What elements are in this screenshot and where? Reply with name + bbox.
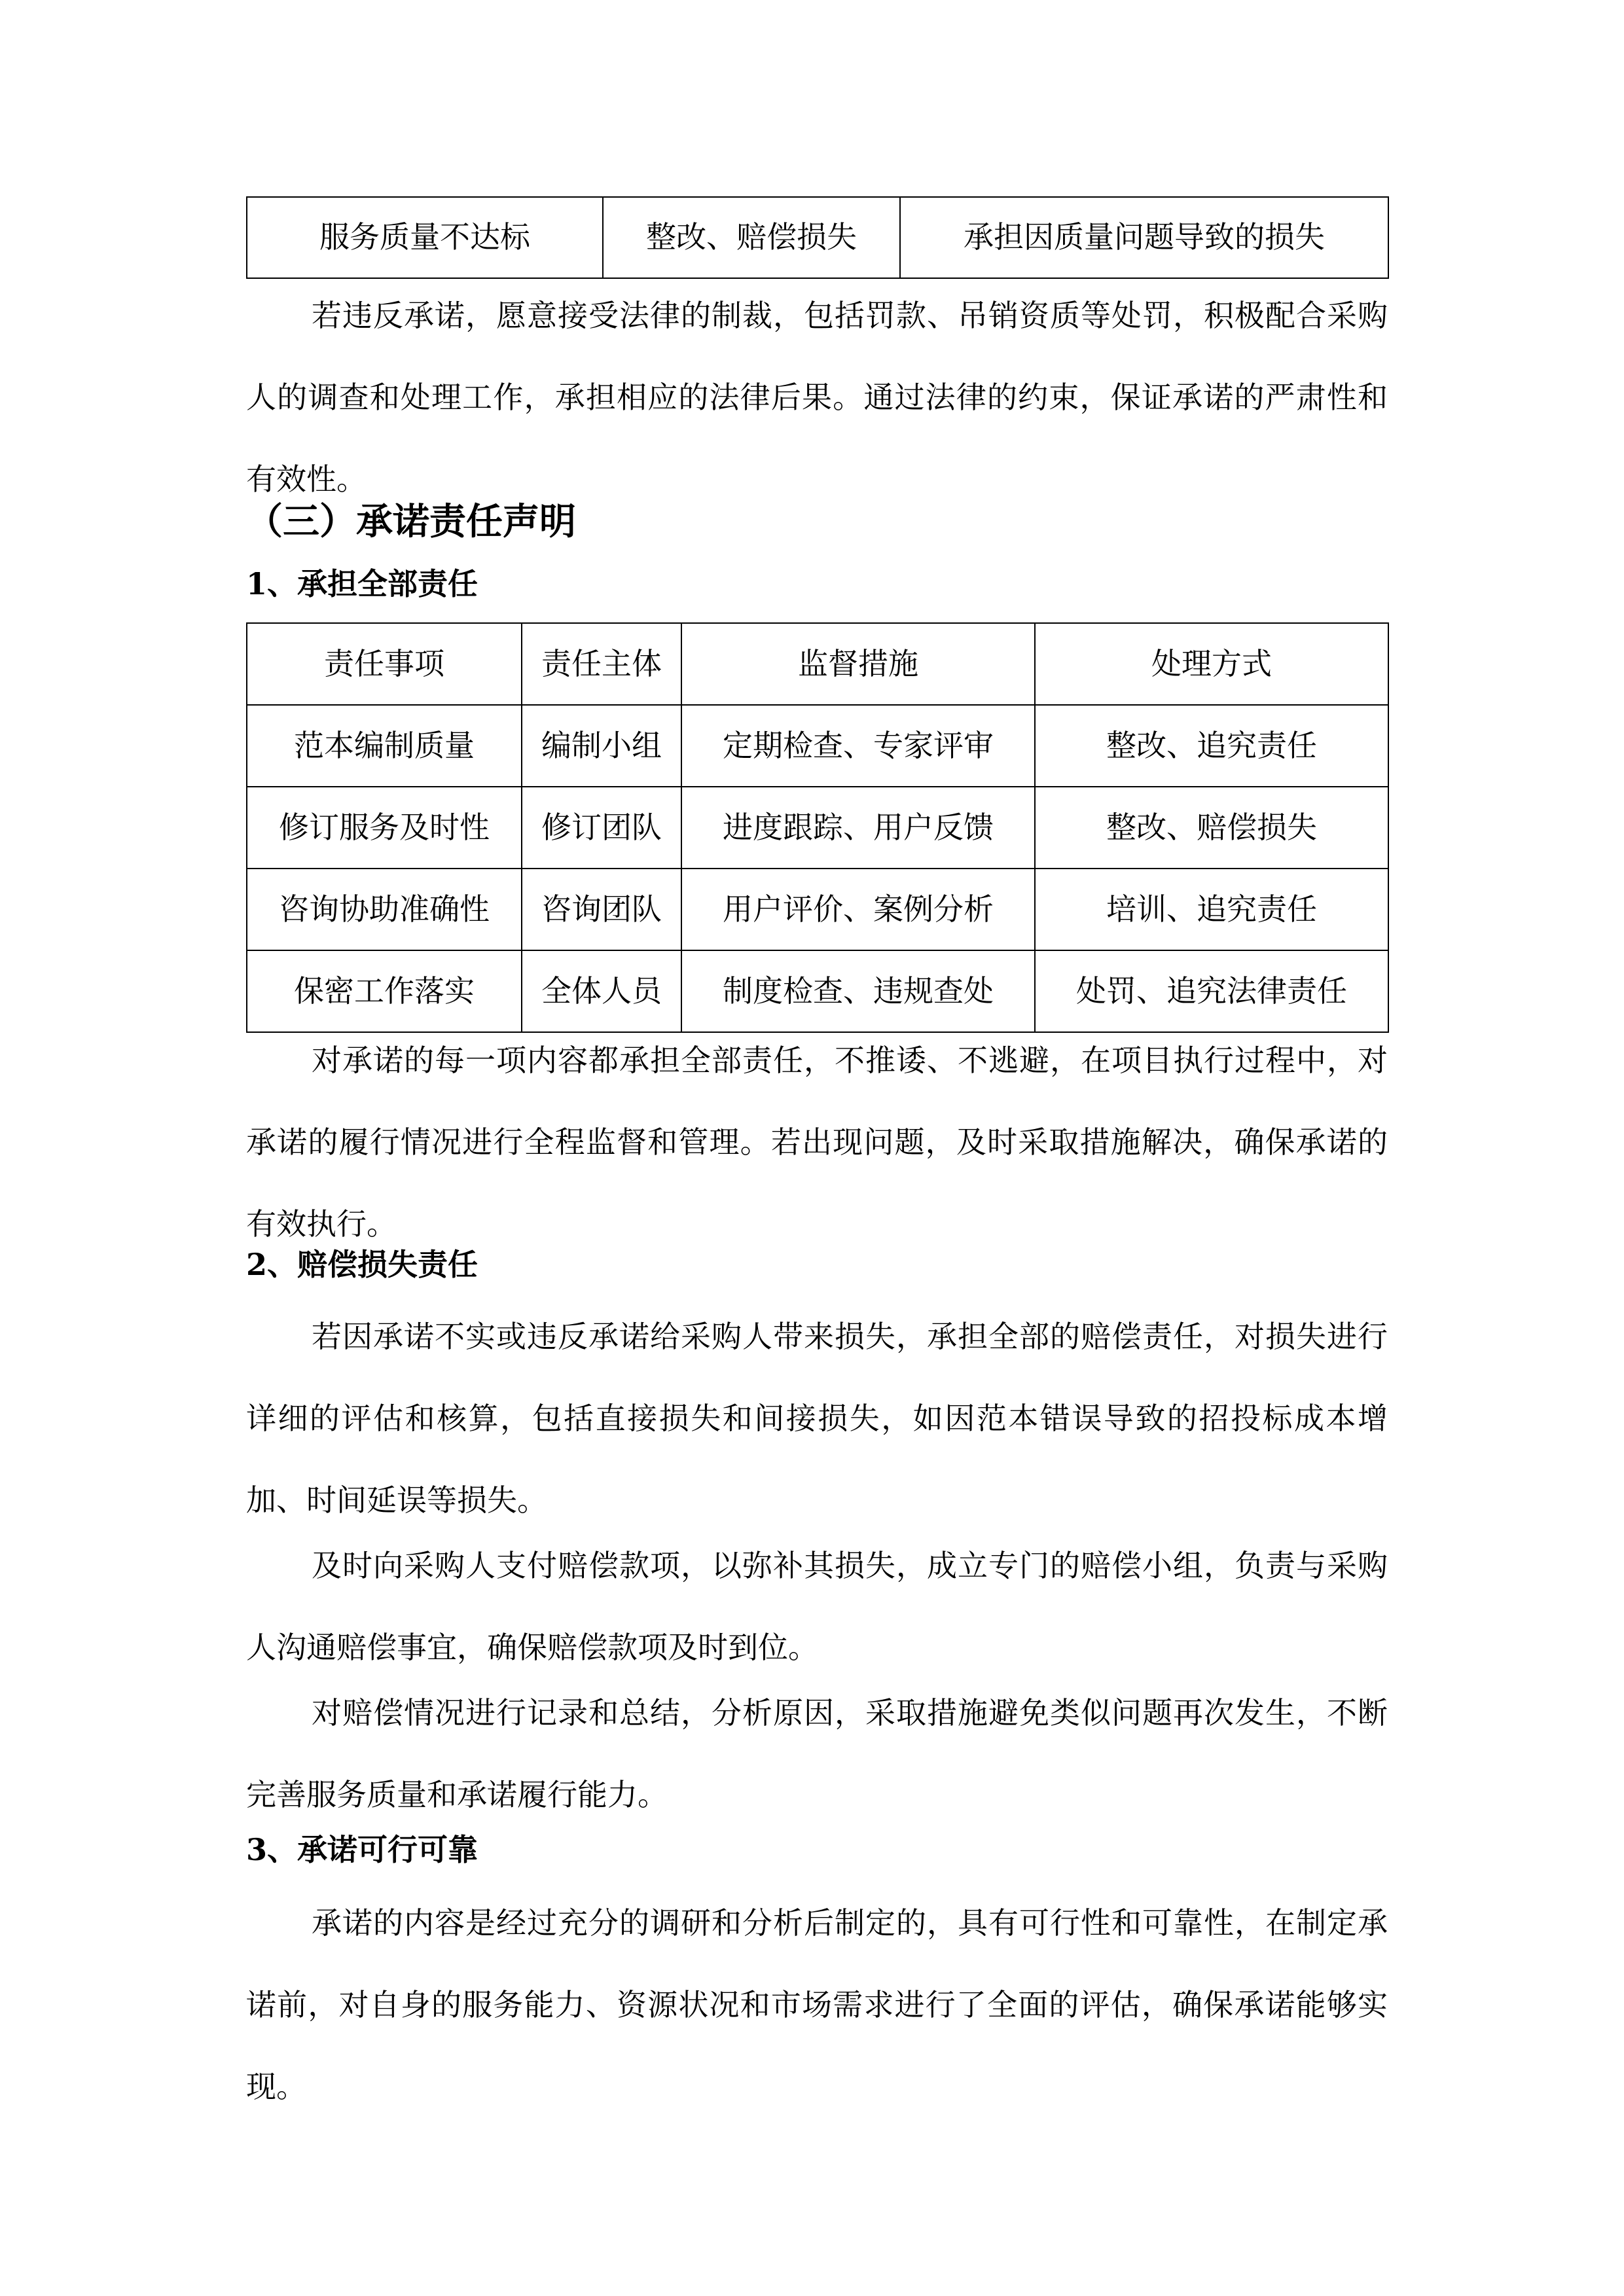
paragraph-compensation-2: 及时向采购人支付赔偿款项，以弥补其损失，成立专门的赔偿小组，负责与采购人沟通赔偿事宜，确保赔偿款项及时到位。 bbox=[246, 1548, 1388, 1665]
table-cell: 修订团队 bbox=[522, 787, 681, 869]
table-cell: 定期检查、专家评审 bbox=[681, 705, 1035, 787]
column-header: 责任主体 bbox=[522, 623, 681, 705]
paragraph-full-responsibility: 对承诺的每一项内容都承担全部责任，不推诿、不逃避，在项目执行过程中，对承诺的履行情况进行全程监督和管理。若出现问题，及时采取措施解决，确保承诺的有效执行。 bbox=[246, 1043, 1388, 1242]
table-cell: 咨询团队 bbox=[522, 869, 681, 950]
table-cell: 咨询协助准确性 bbox=[247, 869, 522, 950]
section-title: （三）承诺责任声明 bbox=[246, 500, 576, 543]
column-header: 处理方式 bbox=[1035, 623, 1388, 705]
paragraph-legal-consequence: 若违反承诺，愿意接受法律的制裁，包括罚款、吊销资质等处罚，积极配合采购人的调查和处理工作，承担相应的法律后果。通过法律的约束，保证承诺的严肃性和有效性。 bbox=[246, 298, 1388, 497]
table-cell: 编制小组 bbox=[522, 705, 681, 787]
table-header-row bbox=[247, 623, 1388, 705]
table-cell: 整改、赔偿损失 bbox=[603, 197, 900, 278]
table-cell: 保密工作落实 bbox=[247, 950, 522, 1032]
table-cell: 整改、追究责任 bbox=[1035, 705, 1388, 787]
responsibility-table bbox=[246, 622, 1389, 1033]
table-cell: 范本编制质量 bbox=[247, 705, 522, 787]
table-row bbox=[247, 197, 1388, 278]
table-cell: 承担因质量问题导致的损失 bbox=[900, 197, 1388, 278]
table-row bbox=[247, 705, 1388, 787]
subheading-feasibility: 3、承诺可行可靠 bbox=[246, 1832, 478, 1867]
paragraph-compensation-3: 对赔偿情况进行记录和总结，分析原因，采取措施避免类似问题再次发生，不断完善服务质量和承诺履行能力。 bbox=[246, 1695, 1388, 1812]
table-cell: 全体人员 bbox=[522, 950, 681, 1032]
table-row bbox=[247, 869, 1388, 950]
table-cell: 整改、赔偿损失 bbox=[1035, 787, 1388, 869]
table-cell: 培训、追究责任 bbox=[1035, 869, 1388, 950]
penalty-table bbox=[246, 196, 1389, 279]
table-row bbox=[247, 787, 1388, 869]
column-header: 责任事项 bbox=[247, 623, 522, 705]
subheading-full-responsibility: 1、承担全部责任 bbox=[246, 566, 478, 601]
subheading-compensation: 2、赔偿损失责任 bbox=[246, 1247, 478, 1282]
table-cell: 修订服务及时性 bbox=[247, 787, 522, 869]
table-cell: 处罚、追究法律责任 bbox=[1035, 950, 1388, 1032]
paragraph-compensation-1: 若因承诺不实或违反承诺给采购人带来损失，承担全部的赔偿责任，对损失进行详细的评估和核算，包括直接损失和间接损失，如因范本错误导致的招投标成本增加、时间延误等损失。 bbox=[246, 1319, 1388, 1518]
table-cell: 进度跟踪、用户反馈 bbox=[681, 787, 1035, 869]
paragraph-feasibility: 承诺的内容是经过充分的调研和分析后制定的，具有可行性和可靠性，在制定承诺前，对自身的服务能力、资源状况和市场需求进行了全面的评估，确保承诺能够实现。 bbox=[246, 1905, 1388, 2104]
column-header: 监督措施 bbox=[681, 623, 1035, 705]
table-cell: 制度检查、违规查处 bbox=[681, 950, 1035, 1032]
table-cell: 服务质量不达标 bbox=[247, 197, 603, 278]
table-cell: 用户评价、案例分析 bbox=[681, 869, 1035, 950]
